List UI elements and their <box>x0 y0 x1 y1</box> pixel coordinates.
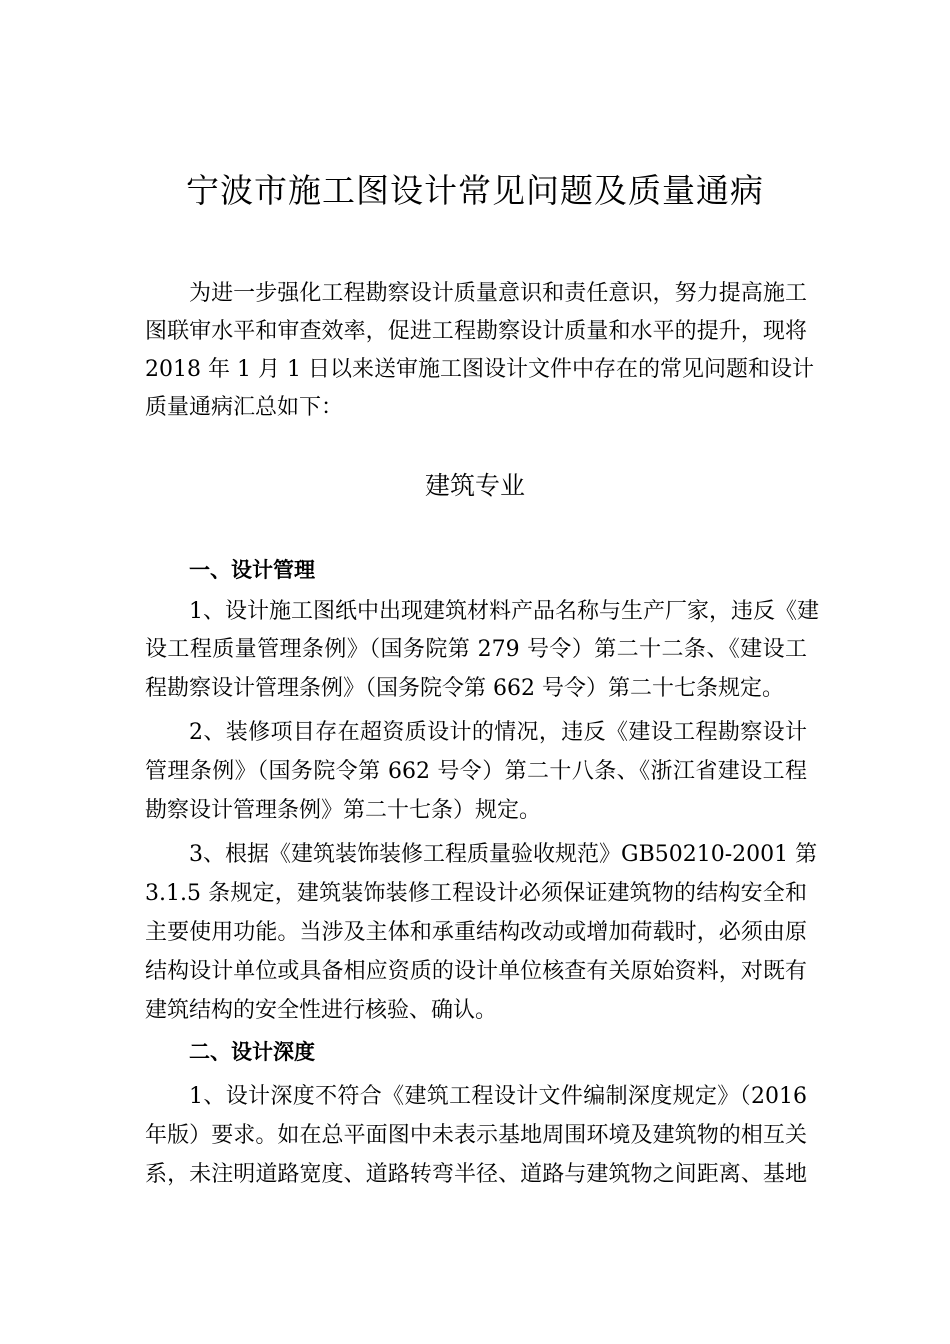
item-1-1-line-2: 设工程质量管理条例》（国务院第 279 号令）第二十二条、《建设工 <box>145 637 807 662</box>
item-1-3-line-1: 3、根据《建筑装饰装修工程质量验收规范》GB50210-2001 第 <box>189 842 818 867</box>
item-1-2-line-3: 勘察设计管理条例》第二十七条）规定。 <box>145 798 542 823</box>
item-1-3-line-2: 3.1.5 条规定，建筑装饰装修工程设计必须保证建筑物的结构安全和 <box>145 881 807 906</box>
item-2-1-line-1: 1、设计深度不符合《建筑工程设计文件编制深度规定》（2016 <box>189 1084 807 1109</box>
part-heading-design-management: 一、设计管理 <box>189 558 315 582</box>
intro-line-2: 图联审水平和审查效率，促进工程勘察设计质量和水平的提升，现将 <box>145 319 807 344</box>
item-1-1-line-3: 程勘察设计管理条例》（国务院令第 662 号令）第二十七条规定。 <box>145 676 784 701</box>
item-1-2-line-1: 2、装修项目存在超资质设计的情况，违反《建设工程勘察设计 <box>189 720 807 745</box>
intro-line-4: 质量通病汇总如下： <box>145 395 344 420</box>
item-2-1-line-3: 系，未注明道路宽度、道路转弯半径、道路与建筑物之间距离、基地 <box>145 1162 807 1187</box>
item-1-3-line-5: 建筑结构的安全性进行核验、确认。 <box>145 998 498 1023</box>
item-1-2-line-2: 管理条例》（国务院令第 662 号令）第二十八条、《浙江省建设工程 <box>145 759 807 784</box>
item-1-1-line-1: 1、设计施工图纸中出现建筑材料产品名称与生产厂家，违反《建 <box>189 599 819 624</box>
section-title: 建筑专业 <box>424 471 525 500</box>
intro-line-1: 为进一步强化工程勘察设计质量意识和责任意识，努力提高施工 <box>189 281 807 306</box>
document-title: 宁波市施工图设计常见问题及质量通病 <box>186 171 764 210</box>
item-1-3-line-4: 结构设计单位或具备相应资质的设计单位核查有关原始资料，对既有 <box>145 959 807 984</box>
item-1-3-line-3: 主要使用功能。当涉及主体和承重结构改动或增加荷载时，必须由原 <box>145 920 807 945</box>
item-2-1-line-2: 年版）要求。如在总平面图中未表示基地周围环境及建筑物的相互关 <box>145 1123 807 1148</box>
part-heading-design-depth: 二、设计深度 <box>189 1040 315 1064</box>
intro-line-3: 2018 年 1 月 1 日以来送审施工图设计文件中存在的常见问题和设计 <box>145 357 814 382</box>
